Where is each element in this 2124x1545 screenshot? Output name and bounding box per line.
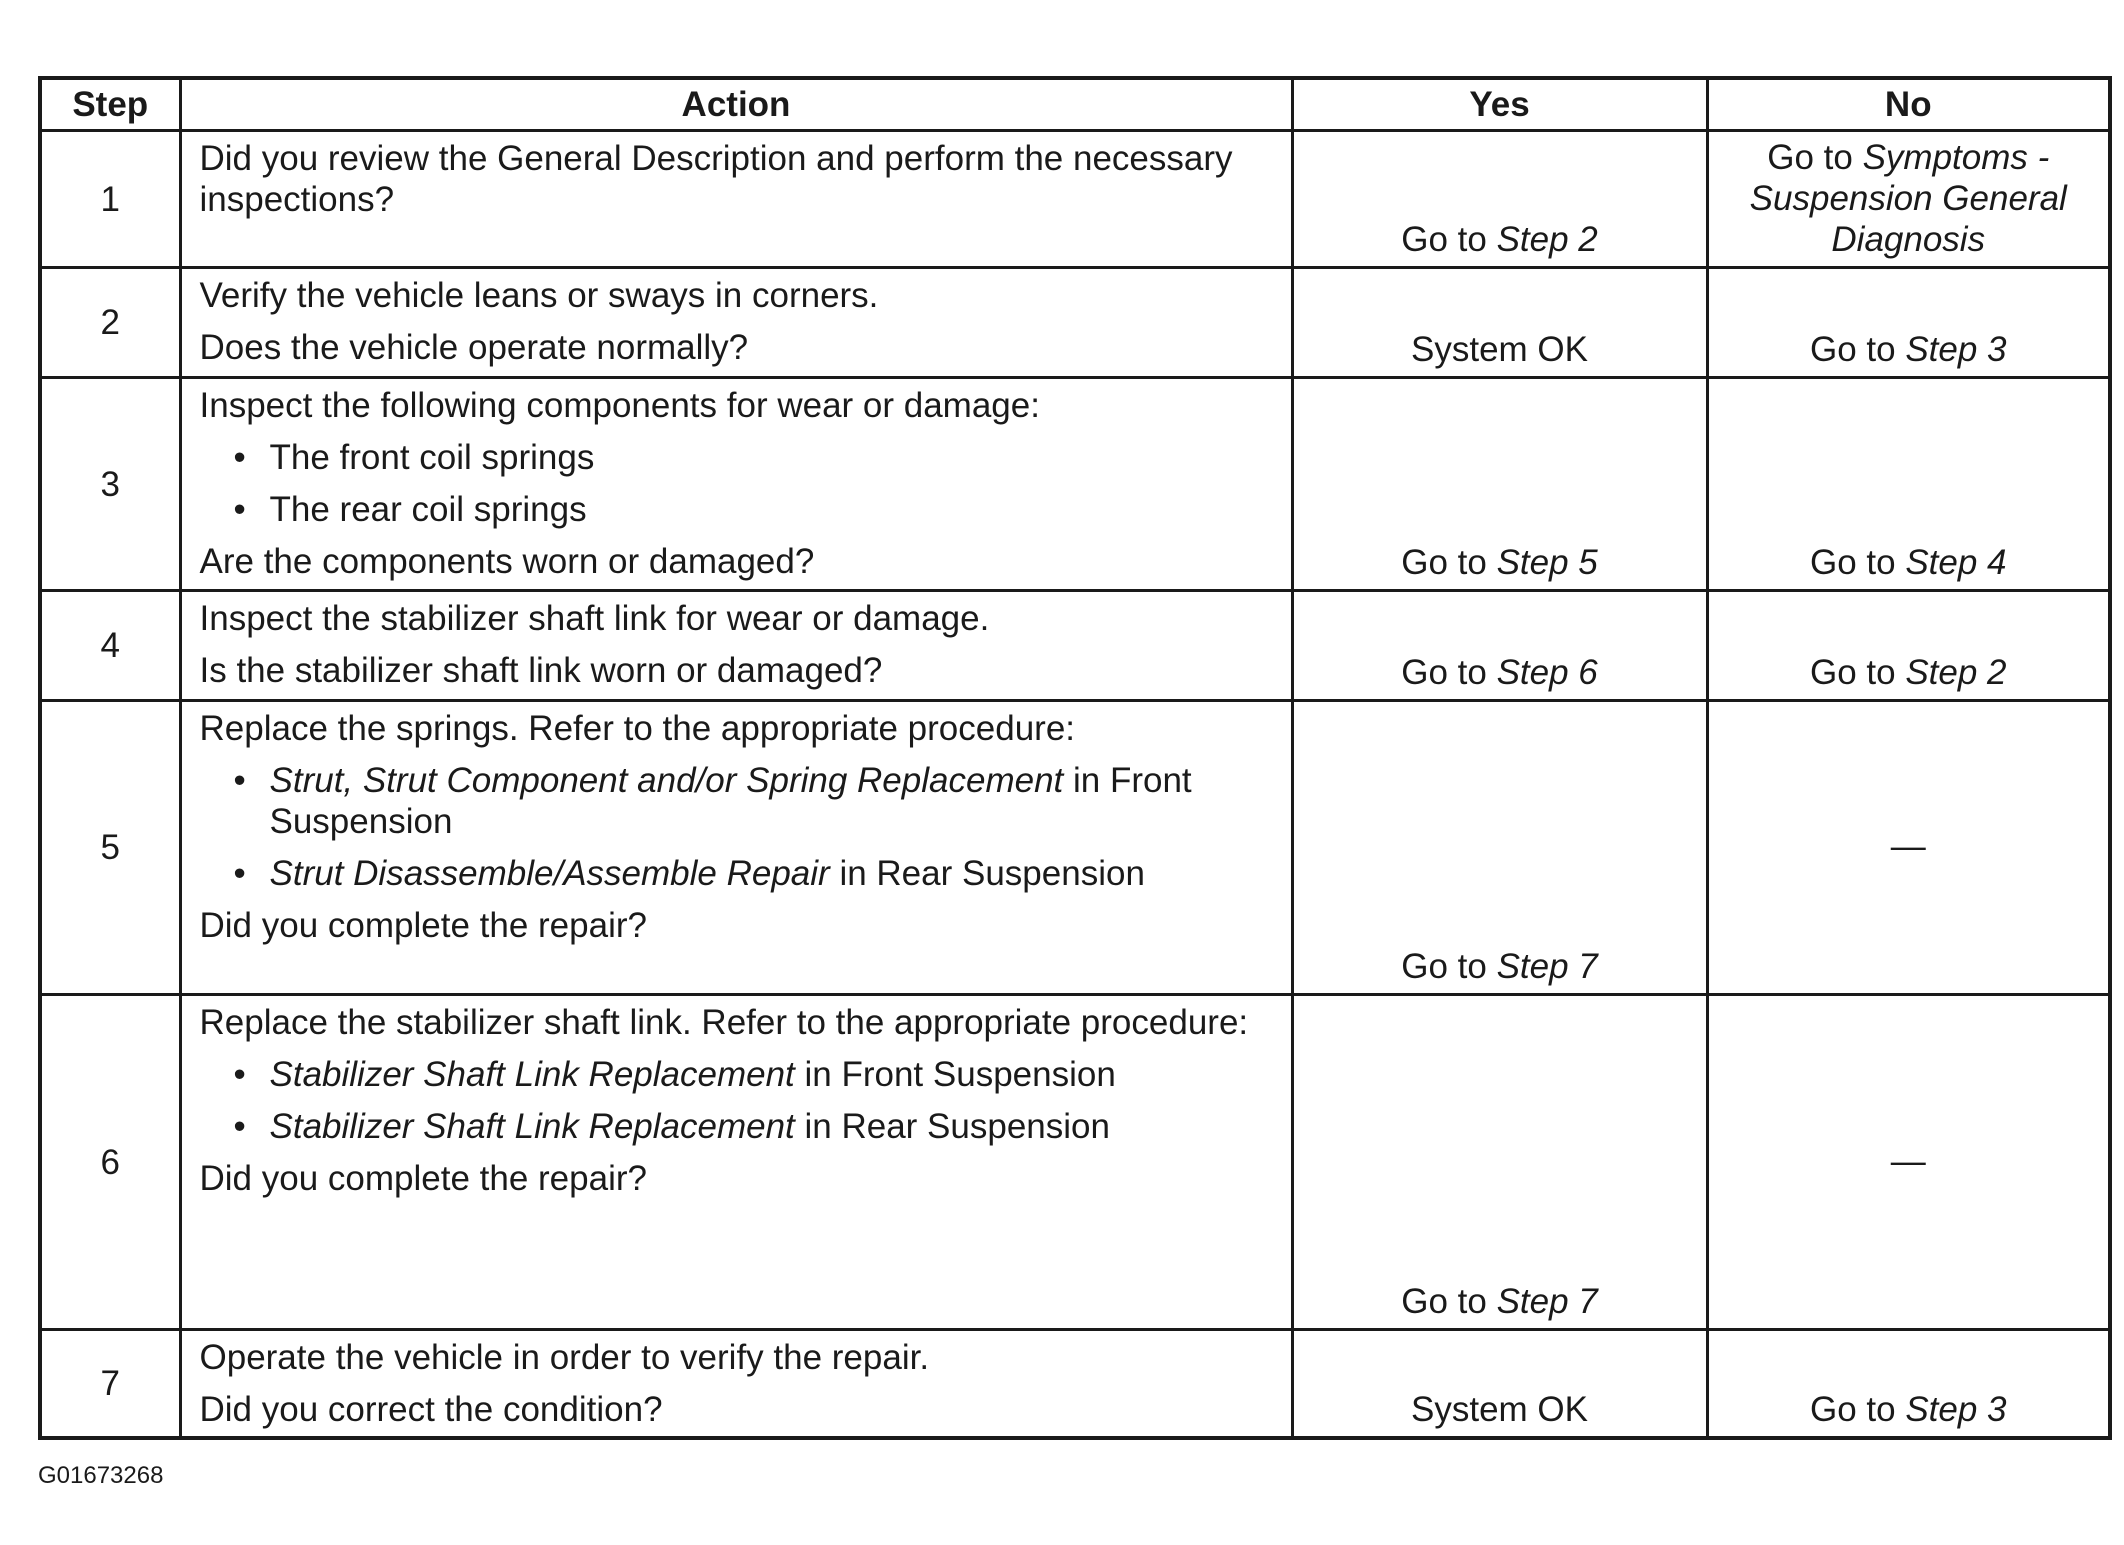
header-step: Step bbox=[40, 78, 180, 131]
bullet-text: The rear coil springs bbox=[269, 490, 587, 529]
no-cell bbox=[1707, 131, 2110, 268]
yes-step-link: Step 7 bbox=[1496, 947, 1598, 986]
table-row bbox=[40, 1330, 2110, 1439]
step-number: 2 bbox=[40, 268, 180, 378]
step-number: 4 bbox=[40, 591, 180, 701]
no-step-link: Step 3 bbox=[1905, 1390, 2007, 1429]
yes-text: Go to bbox=[1401, 653, 1497, 692]
no-cell bbox=[1707, 701, 2110, 995]
yes-step-link: Step 5 bbox=[1496, 543, 1598, 582]
no-text: Go to bbox=[1809, 543, 1906, 582]
no-text: Go to bbox=[1767, 138, 1863, 177]
yes-cell bbox=[1292, 591, 1707, 701]
yes-cell bbox=[1292, 268, 1707, 378]
bullet-icon: • bbox=[233, 1107, 246, 1146]
no-cell bbox=[1707, 378, 2110, 591]
yes-step-link: Step 2 bbox=[1496, 220, 1598, 259]
table-row bbox=[40, 591, 2110, 701]
action-question: Is the stabilizer shaft link worn or damaged? bbox=[199, 651, 883, 690]
action-text: Inspect the following components for wear or damage: bbox=[199, 386, 1040, 425]
figure-id: G01673268 bbox=[38, 1462, 164, 1489]
bullet-icon: • bbox=[233, 761, 246, 800]
no-step-link: Step 3 bbox=[1905, 330, 2007, 369]
no-text: Go to bbox=[1809, 653, 1906, 692]
bullet-icon: • bbox=[233, 490, 246, 529]
step-number: 5 bbox=[40, 701, 180, 995]
yes-cell bbox=[1292, 378, 1707, 591]
action-cell bbox=[180, 131, 1292, 268]
action-question: Did you correct the condition? bbox=[199, 1390, 663, 1429]
action-text: Operate the vehicle in order to verify the repair. bbox=[199, 1338, 930, 1377]
action-question: Did you complete the repair? bbox=[199, 1159, 647, 1198]
bullet-text: in Rear Suspension bbox=[829, 854, 1145, 893]
yes-step-link: Step 7 bbox=[1496, 1282, 1598, 1321]
yes-cell bbox=[1292, 1330, 1707, 1439]
yes-text: Go to bbox=[1401, 220, 1497, 259]
yes-text: Go to bbox=[1401, 947, 1497, 986]
bullet-text: in Front Suspension bbox=[269, 761, 1192, 841]
action-text: Verify the vehicle leans or sways in corners. bbox=[199, 276, 879, 315]
action-question: Does the vehicle operate normally? bbox=[199, 328, 749, 367]
bullet-icon: • bbox=[233, 854, 246, 893]
bullet-item bbox=[200, 437, 1275, 478]
action-cell bbox=[180, 701, 1292, 995]
no-text: Go to bbox=[1809, 330, 1906, 369]
bullet-icon: • bbox=[233, 438, 246, 477]
yes-cell bbox=[1292, 131, 1707, 268]
yes-step-link: Step 6 bbox=[1496, 653, 1598, 692]
bullet-item bbox=[200, 853, 1275, 894]
action-cell bbox=[180, 268, 1292, 378]
action-cell bbox=[180, 995, 1292, 1330]
action-cell bbox=[180, 591, 1292, 701]
header-action: Action bbox=[180, 78, 1292, 131]
step-number: 3 bbox=[40, 378, 180, 591]
no-cell bbox=[1707, 268, 2110, 378]
yes-text: Go to bbox=[1401, 1282, 1497, 1321]
action-cell bbox=[180, 1330, 1292, 1439]
procedure-link: Stabilizer Shaft Link Replacement bbox=[269, 1055, 795, 1094]
no-step-link: Step 4 bbox=[1905, 543, 2007, 582]
bullet-item bbox=[200, 489, 1275, 530]
no-cell bbox=[1707, 995, 2110, 1330]
action-text: Replace the springs. Refer to the appropriate procedure: bbox=[199, 709, 1076, 748]
bullet-text: The front coil springs bbox=[269, 438, 595, 477]
yes-text: System OK bbox=[1411, 1390, 1588, 1429]
step-number: 7 bbox=[40, 1330, 180, 1439]
no-cell bbox=[1707, 591, 2110, 701]
header-no: No bbox=[1707, 78, 2110, 131]
bullet-text: in Rear Suspension bbox=[794, 1107, 1110, 1146]
bullet-item bbox=[200, 1106, 1275, 1147]
yes-text: Go to bbox=[1401, 543, 1497, 582]
step-number: 6 bbox=[40, 995, 180, 1330]
step-number: 1 bbox=[40, 131, 180, 268]
table-row bbox=[40, 131, 2110, 268]
no-text: — bbox=[1890, 827, 1926, 866]
procedure-link: Strut Disassemble/Assemble Repair bbox=[269, 854, 830, 893]
no-text: Go to bbox=[1809, 1390, 1906, 1429]
bullet-text: in Front Suspension bbox=[794, 1055, 1116, 1094]
action-text: Did you review the General Description and perform the necessary inspections? bbox=[199, 139, 1233, 219]
bullet-icon: • bbox=[233, 1055, 246, 1094]
no-cell bbox=[1707, 1330, 2110, 1439]
action-question: Are the components worn or damaged? bbox=[199, 542, 815, 581]
table-row bbox=[40, 378, 2110, 591]
diagnostic-table bbox=[38, 76, 2112, 1440]
action-question: Did you complete the repair? bbox=[199, 906, 647, 945]
yes-text: System OK bbox=[1411, 330, 1588, 369]
table-row bbox=[40, 701, 2110, 995]
bullet-item bbox=[200, 760, 1275, 842]
table-row bbox=[40, 268, 2110, 378]
action-cell bbox=[180, 378, 1292, 591]
no-step-link: Symptoms - Suspension General Diagnosis bbox=[1749, 138, 2067, 259]
no-text: — bbox=[1890, 1141, 1926, 1181]
yes-cell bbox=[1292, 701, 1707, 995]
procedure-link: Stabilizer Shaft Link Replacement bbox=[269, 1107, 795, 1146]
header-row bbox=[40, 78, 2110, 131]
header-yes: Yes bbox=[1292, 78, 1707, 131]
action-text: Replace the stabilizer shaft link. Refer to the appropriate procedure: bbox=[199, 1003, 1249, 1042]
procedure-link: Strut, Strut Component and/or Spring Replacement bbox=[269, 761, 1064, 800]
yes-cell bbox=[1292, 995, 1707, 1330]
action-text: Inspect the stabilizer shaft link for wear or damage. bbox=[199, 599, 990, 638]
table-row bbox=[40, 995, 2110, 1330]
bullet-item bbox=[200, 1054, 1275, 1095]
no-step-link: Step 2 bbox=[1905, 653, 2007, 692]
